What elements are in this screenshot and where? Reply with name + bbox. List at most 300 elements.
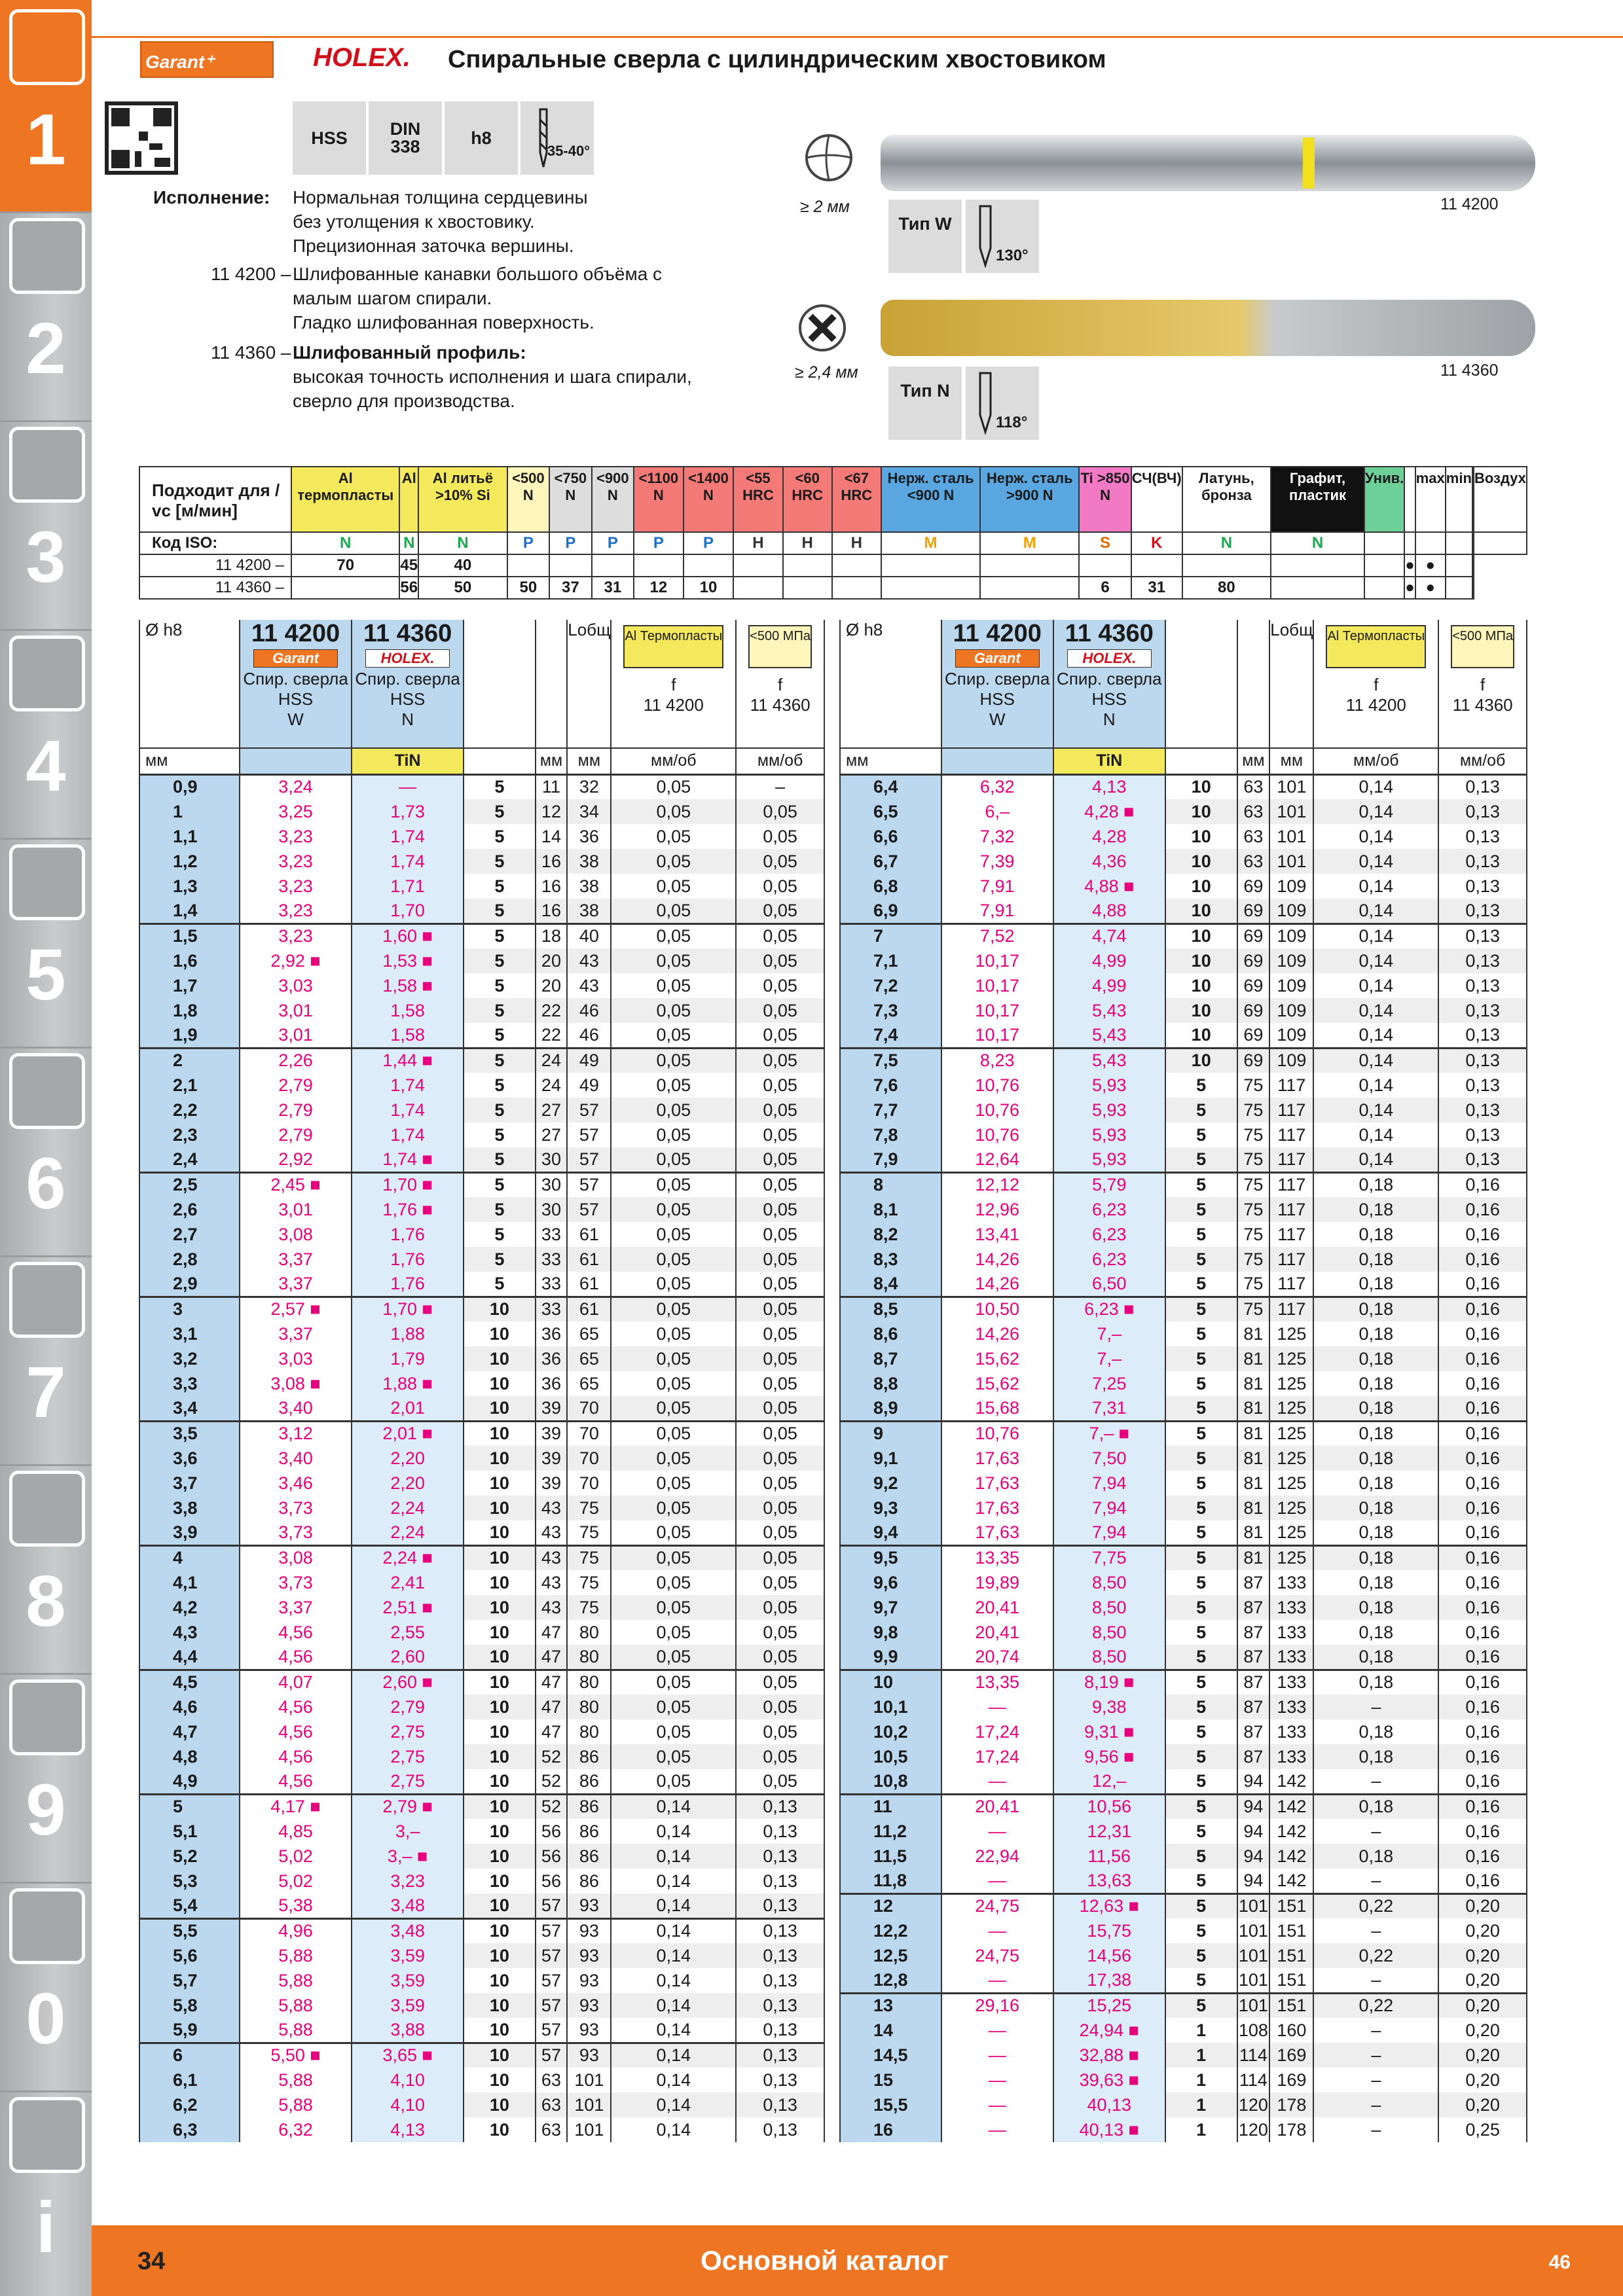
price-114200-cell: — bbox=[941, 1968, 1053, 1993]
header-text: W bbox=[989, 709, 1006, 729]
price-114360-cell: 2,75 bbox=[352, 1719, 464, 1744]
price-114360-cell: 1,76 bbox=[352, 1247, 464, 1272]
price-114200-cell: 22,94 bbox=[941, 1844, 1053, 1869]
price-114200-cell: 4,56 bbox=[240, 1719, 352, 1744]
flute-length-cell: 56 bbox=[536, 1869, 568, 1893]
chapter-tab-6[interactable] bbox=[0, 1044, 92, 1257]
feed-114360-cell: 0,05 bbox=[736, 849, 824, 874]
flute-length-cell: 57 bbox=[536, 1918, 568, 1943]
header-text: Al Термопласты bbox=[623, 625, 723, 668]
price-114200-cell: 3,12 bbox=[240, 1421, 352, 1446]
iso-code: S bbox=[1079, 532, 1131, 554]
diameter-cell: 4 bbox=[139, 1545, 240, 1570]
flute-length-cell: 75 bbox=[1237, 1222, 1270, 1247]
flute-length-cell: 43 bbox=[536, 1570, 568, 1595]
drill-cross-section-icon bbox=[804, 133, 854, 183]
pack-qty-cell: 5 bbox=[464, 948, 536, 973]
header-text: 11 4360 bbox=[1452, 695, 1513, 715]
price-114200-cell: 17,63 bbox=[941, 1520, 1053, 1545]
pack-qty-cell: 5 bbox=[464, 1172, 536, 1197]
header-text: Lобщ bbox=[1270, 620, 1313, 639]
header-text: N bbox=[1103, 709, 1116, 729]
flute-length-cell: 30 bbox=[536, 1147, 568, 1172]
price-114200-cell: 7,52 bbox=[941, 924, 1053, 948]
flute-length-cell: 33 bbox=[536, 1297, 568, 1321]
total-length-cell: 93 bbox=[567, 2018, 611, 2043]
chapter-tab-3[interactable] bbox=[0, 418, 92, 631]
chapter-number: 9 bbox=[26, 1770, 66, 1850]
chapter-tab-10[interactable] bbox=[0, 1879, 92, 2092]
total-length-cell: 133 bbox=[1269, 1744, 1313, 1769]
column-header bbox=[941, 620, 1053, 748]
total-length-cell: 101 bbox=[567, 2092, 611, 2117]
iso-code bbox=[1364, 532, 1404, 554]
price-114360-cell: 6,23 bbox=[1053, 1247, 1165, 1272]
pack-qty-cell: 10 bbox=[464, 1645, 536, 1670]
feed-114200-cell: 0,14 bbox=[1313, 1098, 1438, 1122]
price-114360-cell: 7,31 bbox=[1053, 1396, 1165, 1421]
diameter-cell: 7 bbox=[840, 924, 941, 948]
desc-114200: Шлифованные канавки большого объёма с малым шагом спирали. Гладко шлифованная поверхность. bbox=[293, 264, 663, 332]
pack-qty-cell: 10 bbox=[464, 1371, 536, 1396]
pack-qty-cell: 10 bbox=[464, 1520, 536, 1545]
diameter-cell: 14 bbox=[840, 2018, 941, 2043]
header-text: Garant bbox=[955, 649, 1040, 668]
feed-114360-cell: 0,16 bbox=[1438, 1247, 1527, 1272]
pack-qty-cell: 10 bbox=[1165, 924, 1237, 948]
price-114360-cell: 8,50 bbox=[1053, 1620, 1165, 1645]
pack-qty-cell: 10 bbox=[464, 1421, 536, 1446]
price-114360-cell: 7,25 bbox=[1053, 1371, 1165, 1396]
unit-cell: мм bbox=[1269, 748, 1313, 774]
header-text: 11 4200 bbox=[251, 620, 340, 647]
price-114360-cell: 4,88 bbox=[1053, 899, 1165, 924]
chapter-tab-4[interactable] bbox=[0, 626, 92, 840]
vc-value: 70 bbox=[291, 554, 399, 577]
diameter-cell: 3,7 bbox=[139, 1471, 240, 1496]
flute-length-cell: 81 bbox=[1237, 1471, 1270, 1496]
feed-114360-cell: 0,13 bbox=[1438, 874, 1527, 899]
diameter-cell: 1,3 bbox=[139, 874, 240, 899]
chapter-tab-1[interactable] bbox=[0, 0, 92, 213]
diameter-cell: 5,9 bbox=[139, 2018, 240, 2043]
price-114200-cell: 2,79 bbox=[240, 1122, 352, 1147]
total-length-cell: 61 bbox=[567, 1272, 611, 1297]
total-length-cell: 125 bbox=[1269, 1520, 1313, 1545]
diameter-cell: 9 bbox=[840, 1421, 941, 1446]
diameter-cell: 1,2 bbox=[139, 849, 240, 874]
feed-114360-cell: 0,16 bbox=[1438, 1794, 1527, 1819]
iso-code: P bbox=[592, 532, 634, 554]
flute-length-cell: 16 bbox=[536, 874, 568, 899]
vc-value: ● bbox=[1415, 577, 1446, 599]
price-114360-cell: 8,19 ■ bbox=[1053, 1670, 1165, 1695]
price-114360-cell: 4,88 ■ bbox=[1053, 874, 1165, 899]
flute-length-cell: 33 bbox=[536, 1222, 568, 1247]
feed-114200-cell: 0,05 bbox=[611, 1197, 736, 1222]
feed-114200-cell: – bbox=[1313, 1819, 1438, 1844]
vc-value bbox=[881, 554, 980, 577]
pack-qty-cell: 10 bbox=[464, 1993, 536, 2018]
drill-114200-image bbox=[881, 135, 1535, 191]
diameter-cell: 2,7 bbox=[139, 1222, 240, 1247]
chapter-icon bbox=[9, 1053, 85, 1129]
price-114200-cell: 3,08 bbox=[240, 1222, 352, 1247]
flute-length-cell: 75 bbox=[1237, 1098, 1270, 1122]
drill-yellow-ring bbox=[1303, 137, 1315, 188]
drill-114360-image bbox=[881, 300, 1535, 356]
size-table-left bbox=[139, 620, 825, 2142]
pack-qty-cell: 5 bbox=[1165, 1869, 1237, 1893]
flute-length-cell: 57 bbox=[536, 1893, 568, 1918]
price-114200-cell: 5,38 bbox=[240, 1893, 352, 1918]
diameter-cell: 9,1 bbox=[840, 1446, 941, 1471]
pack-qty-cell: 5 bbox=[1165, 1844, 1237, 1869]
feed-114200-cell: 0,05 bbox=[611, 874, 736, 899]
flute-length-cell: 24 bbox=[536, 1048, 568, 1073]
column-header bbox=[1053, 620, 1165, 748]
price-114200-cell: 2,26 bbox=[240, 1048, 352, 1073]
feed-114360-cell: 0,05 bbox=[736, 1744, 824, 1769]
material-header: <900 N bbox=[592, 467, 634, 532]
flute-length-cell: 56 bbox=[536, 1819, 568, 1844]
price-114200-cell: 3,40 bbox=[240, 1396, 352, 1421]
diameter-cell: 2,5 bbox=[139, 1172, 240, 1197]
chapter-icon bbox=[9, 427, 85, 503]
chapter-tab-11[interactable] bbox=[0, 2088, 92, 2296]
diameter-cell: 5,1 bbox=[139, 1819, 240, 1844]
price-114200-cell: 3,23 bbox=[240, 849, 352, 874]
pack-qty-cell: 5 bbox=[1165, 1595, 1237, 1620]
header-text: 11 4200 bbox=[953, 620, 1042, 647]
price-114200-cell: 10,17 bbox=[941, 948, 1053, 973]
feed-114360-cell: 0,05 bbox=[736, 874, 824, 899]
price-114360-cell: 15,25 bbox=[1053, 1993, 1165, 2018]
unit-cell: мм/об bbox=[736, 748, 824, 774]
pack-qty-cell: 5 bbox=[1165, 1073, 1237, 1098]
diameter-cell: 5,6 bbox=[139, 1943, 240, 1968]
price-114200-cell: — bbox=[941, 1918, 1053, 1943]
total-length-cell: 49 bbox=[567, 1073, 611, 1098]
vc-value bbox=[1364, 577, 1404, 599]
point-angle-118-box: 118° bbox=[966, 367, 1039, 440]
unit-cell: мм/об bbox=[1438, 748, 1527, 774]
flute-length-cell: 63 bbox=[1237, 799, 1270, 824]
vc-value: 37 bbox=[549, 577, 592, 599]
price-114360-cell: 10,56 bbox=[1053, 1794, 1165, 1819]
pack-qty-cell: 5 bbox=[1165, 1769, 1237, 1794]
feed-114200-cell: 0,14 bbox=[1313, 774, 1438, 799]
chapter-tab-7[interactable] bbox=[0, 1253, 92, 1466]
flute-length-cell: 69 bbox=[1237, 924, 1270, 948]
total-length-cell: 117 bbox=[1269, 1147, 1313, 1172]
price-114360-cell: 4,28 bbox=[1053, 824, 1165, 849]
feed-114360-cell: 0,16 bbox=[1438, 1620, 1527, 1645]
diameter-cell: 7,8 bbox=[840, 1122, 941, 1147]
total-length-cell: 142 bbox=[1269, 1819, 1313, 1844]
total-length-cell: 86 bbox=[567, 1794, 611, 1819]
price-114360-cell: 2,24 ■ bbox=[352, 1545, 464, 1570]
pack-qty-cell: 5 bbox=[1165, 1371, 1237, 1396]
desc-114360: Шлифованный профиль: высокая точность исполнения и шага спирали, сверло для производства. bbox=[293, 342, 692, 411]
pack-qty-cell: 10 bbox=[1165, 774, 1237, 799]
feed-114360-cell: 0,05 bbox=[736, 1346, 824, 1371]
price-114200-cell: 3,03 bbox=[240, 1346, 352, 1371]
iso-code: P bbox=[549, 532, 592, 554]
chapter-number: 4 bbox=[26, 726, 66, 806]
holex-logo: HOLEX. bbox=[313, 43, 410, 72]
vc-value bbox=[783, 577, 832, 599]
diameter-cell: 9,6 bbox=[840, 1570, 941, 1595]
feed-114200-cell: 0,05 bbox=[611, 824, 736, 849]
feed-114360-cell: 0,16 bbox=[1438, 1819, 1527, 1844]
price-114360-cell: 39,63 ■ bbox=[1053, 2068, 1165, 2092]
vc-value bbox=[1472, 554, 1474, 577]
feed-114200-cell: – bbox=[1313, 2043, 1438, 2068]
total-length-cell: 93 bbox=[567, 1918, 611, 1943]
price-114200-cell: — bbox=[941, 2092, 1053, 2117]
total-length-cell: 117 bbox=[1269, 1122, 1313, 1147]
flute-length-cell: 94 bbox=[1237, 1794, 1270, 1819]
price-114200-cell: 5,88 bbox=[240, 1968, 352, 1993]
vc-value: 56 bbox=[399, 577, 418, 599]
price-114360-cell: 14,56 bbox=[1053, 1943, 1165, 1968]
price-114360-cell: 1,70 ■ bbox=[352, 1172, 464, 1197]
diameter-cell: 3,2 bbox=[139, 1346, 240, 1371]
feed-114360-cell: 0,16 bbox=[1438, 1471, 1527, 1496]
pack-qty-cell: 5 bbox=[1165, 1794, 1237, 1819]
vc-value: 10 bbox=[684, 577, 734, 599]
flute-length-cell: 47 bbox=[536, 1670, 568, 1695]
price-114200-cell: 2,79 bbox=[240, 1098, 352, 1122]
price-114200-cell: 10,76 bbox=[941, 1122, 1053, 1147]
price-114200-cell: 17,63 bbox=[941, 1446, 1053, 1471]
price-114200-cell: 4,96 bbox=[240, 1918, 352, 1943]
price-114360-cell: 3,48 bbox=[352, 1893, 464, 1918]
feed-114360-cell: 0,13 bbox=[736, 2092, 824, 2117]
total-length-cell: 125 bbox=[1269, 1471, 1313, 1496]
price-114360-cell: 4,36 bbox=[1053, 849, 1165, 874]
flute-length-cell: 63 bbox=[536, 2117, 568, 2142]
pack-qty-cell: 5 bbox=[464, 799, 536, 824]
price-114200-cell: 15,62 bbox=[941, 1371, 1053, 1396]
price-114360-cell: — bbox=[352, 774, 464, 799]
price-114360-cell: 12,63 ■ bbox=[1053, 1893, 1165, 1918]
flute-length-cell: 22 bbox=[536, 1023, 568, 1048]
diameter-cell: 2,2 bbox=[139, 1098, 240, 1122]
feed-114200-cell: 0,05 bbox=[611, 1421, 736, 1446]
pack-qty-cell: 5 bbox=[1165, 1247, 1237, 1272]
flute-length-cell: 69 bbox=[1237, 899, 1270, 924]
vc-value bbox=[291, 577, 399, 599]
price-114200-cell: 3,23 bbox=[240, 899, 352, 924]
feed-114360-cell: 0,05 bbox=[736, 824, 824, 849]
price-114200-cell: — bbox=[941, 1869, 1053, 1893]
feed-114360-cell: 0,13 bbox=[736, 1893, 824, 1918]
price-114200-cell: 5,88 bbox=[240, 1993, 352, 2018]
feed-114200-cell: 0,05 bbox=[611, 1222, 736, 1247]
pack-qty-cell: 5 bbox=[1165, 1943, 1237, 1968]
diameter-cell: 9,5 bbox=[840, 1545, 941, 1570]
total-length-cell: 49 bbox=[567, 1048, 611, 1073]
price-114360-cell: 9,31 ■ bbox=[1053, 1719, 1165, 1744]
feed-114360-cell: 0,05 bbox=[736, 1719, 824, 1744]
flute-length-cell: 12 bbox=[536, 799, 568, 824]
chapter-icon bbox=[9, 844, 85, 920]
flute-length-cell: 33 bbox=[536, 1272, 568, 1297]
total-length-cell: 142 bbox=[1269, 1794, 1313, 1819]
price-114200-cell: 10,76 bbox=[941, 1098, 1053, 1122]
diameter-cell: 12 bbox=[840, 1893, 941, 1918]
feed-114200-cell: 0,05 bbox=[611, 1620, 736, 1645]
diameter-cell: 3,5 bbox=[139, 1421, 240, 1446]
pack-qty-cell: 1 bbox=[1165, 2092, 1237, 2117]
pack-qty-cell: 10 bbox=[464, 1769, 536, 1794]
price-114200-cell: 3,37 bbox=[240, 1247, 352, 1272]
feed-114360-cell: 0,05 bbox=[736, 924, 824, 948]
flute-length-cell: 47 bbox=[536, 1695, 568, 1719]
feed-114360-cell: 0,05 bbox=[736, 1048, 824, 1073]
price-114200-cell: 4,17 ■ bbox=[240, 1794, 352, 1819]
header-text: Al Термопласты bbox=[1326, 625, 1426, 668]
chapter-number: 7 bbox=[26, 1352, 66, 1433]
total-length-cell: 43 bbox=[567, 973, 611, 998]
pack-qty-cell: 5 bbox=[1165, 1396, 1237, 1421]
price-114200-cell: 20,41 bbox=[941, 1794, 1053, 1819]
feed-114360-cell: 0,16 bbox=[1438, 1297, 1527, 1321]
price-114200-cell: 29,16 bbox=[941, 1993, 1053, 2018]
diameter-cell: 7,6 bbox=[840, 1073, 941, 1098]
vc-value bbox=[881, 577, 980, 599]
feed-114200-cell: 0,05 bbox=[611, 774, 736, 799]
feed-114360-cell: 0,16 bbox=[1438, 1719, 1527, 1744]
pack-qty-cell: 10 bbox=[464, 1595, 536, 1620]
total-length-cell: 151 bbox=[1269, 1943, 1313, 1968]
header-text: f bbox=[671, 675, 676, 694]
feed-114200-cell: 0,14 bbox=[1313, 799, 1438, 824]
total-length-cell: 133 bbox=[1269, 1695, 1313, 1719]
flute-length-cell: 101 bbox=[1237, 1943, 1270, 1968]
material-header: <750 N bbox=[549, 467, 592, 532]
total-length-cell: 169 bbox=[1269, 2068, 1313, 2092]
price-114200-cell: 3,23 bbox=[240, 824, 352, 849]
feed-114200-cell: 0,18 bbox=[1313, 1346, 1438, 1371]
feed-114360-cell: 0,16 bbox=[1438, 1421, 1527, 1446]
flute-length-cell: 87 bbox=[1237, 1695, 1270, 1719]
chapter-tab-9[interactable] bbox=[0, 1670, 92, 1884]
price-114200-cell: — bbox=[941, 1819, 1053, 1844]
diameter-cell: 2,3 bbox=[139, 1122, 240, 1147]
flute-length-cell: 36 bbox=[536, 1371, 568, 1396]
total-length-cell: 109 bbox=[1269, 948, 1313, 973]
price-114200-cell: 3,46 bbox=[240, 1471, 352, 1496]
vc-value: 11 4200 – bbox=[139, 554, 291, 577]
price-114200-cell: 4,56 bbox=[240, 1769, 352, 1794]
feed-114200-cell: 0,14 bbox=[1313, 998, 1438, 1023]
diameter-cell: 5,7 bbox=[139, 1968, 240, 1993]
drill2-min-diameter: ≥ 2,4 мм bbox=[795, 363, 858, 382]
vc-value bbox=[1472, 577, 1474, 599]
total-length-cell: 86 bbox=[567, 1869, 611, 1893]
diameter-cell: 2,8 bbox=[139, 1247, 240, 1272]
pack-qty-cell: 5 bbox=[1165, 1122, 1237, 1147]
feed-114200-cell: 0,14 bbox=[1313, 1147, 1438, 1172]
feed-114200-cell: 0,05 bbox=[611, 973, 736, 998]
flute-length-cell: 87 bbox=[1237, 1719, 1270, 1744]
price-114360-cell: 3,– ■ bbox=[352, 1844, 464, 1869]
feed-114360-cell: 0,20 bbox=[1438, 1968, 1527, 1993]
feed-114360-cell: 0,05 bbox=[736, 998, 824, 1023]
feed-114200-cell: 0,14 bbox=[1313, 973, 1438, 998]
unit-cell: мм bbox=[567, 748, 611, 774]
iso-code-label: Код ISO: bbox=[139, 532, 291, 554]
header-text: Спир. сверла bbox=[1057, 669, 1162, 689]
chapter-tab-8[interactable] bbox=[0, 1462, 92, 1675]
feed-114360-cell: 0,13 bbox=[736, 1844, 824, 1869]
price-114200-cell: 2,57 ■ bbox=[240, 1297, 352, 1321]
header-text: HOLEX. bbox=[365, 649, 450, 668]
flute-length-cell: 36 bbox=[536, 1346, 568, 1371]
feed-114200-cell: 0,05 bbox=[611, 1371, 736, 1396]
total-length-cell: 86 bbox=[567, 1844, 611, 1869]
feed-114200-cell: 0,18 bbox=[1313, 1197, 1438, 1222]
price-114360-cell: 7,– ■ bbox=[1053, 1421, 1165, 1446]
feed-114360-cell: 0,16 bbox=[1438, 1744, 1527, 1769]
pack-qty-cell: 10 bbox=[464, 1943, 536, 1968]
pack-qty-cell: 5 bbox=[464, 1272, 536, 1297]
price-114360-cell: 1,76 ■ bbox=[352, 1197, 464, 1222]
flute-length-cell: 20 bbox=[536, 948, 568, 973]
feed-114200-cell: 0,14 bbox=[1313, 924, 1438, 948]
vc-value bbox=[980, 577, 1079, 599]
total-length-cell: 80 bbox=[567, 1719, 611, 1744]
unit-cell bbox=[941, 748, 1053, 774]
total-length-cell: 101 bbox=[1269, 824, 1313, 849]
iso-code: H bbox=[783, 532, 832, 554]
flute-length-cell: 20 bbox=[536, 973, 568, 998]
feed-114200-cell: – bbox=[1313, 2117, 1438, 2142]
pack-qty-cell: 5 bbox=[1165, 1222, 1237, 1247]
column-header bbox=[1438, 620, 1527, 748]
diameter-cell: 7,1 bbox=[840, 948, 941, 973]
pack-qty-cell: 5 bbox=[464, 1222, 536, 1247]
feed-114360-cell: 0,16 bbox=[1438, 1222, 1527, 1247]
chapter-tab-5[interactable] bbox=[0, 835, 92, 1049]
feed-114200-cell: 0,05 bbox=[611, 1272, 736, 1297]
price-114200-cell: 3,01 bbox=[240, 998, 352, 1023]
vc-value bbox=[1182, 554, 1271, 577]
chapter-number: 1 bbox=[26, 99, 66, 180]
feed-114200-cell: 0,18 bbox=[1313, 1620, 1438, 1645]
column-header bbox=[611, 620, 736, 748]
diameter-cell: 7,4 bbox=[840, 1023, 941, 1048]
feed-114360-cell: 0,16 bbox=[1438, 1769, 1527, 1794]
price-114200-cell: 5,88 bbox=[240, 2092, 352, 2117]
flute-length-cell: 43 bbox=[536, 1496, 568, 1520]
vc-value: 6 bbox=[1079, 577, 1131, 599]
total-length-cell: 70 bbox=[567, 1471, 611, 1496]
chapter-tab-2[interactable] bbox=[0, 209, 92, 422]
diameter-cell: 8 bbox=[840, 1172, 941, 1197]
diameter-cell: 5,4 bbox=[139, 1893, 240, 1918]
feed-114360-cell: 0,05 bbox=[736, 1570, 824, 1595]
feed-114200-cell: 0,14 bbox=[611, 1844, 736, 1869]
chapter-number: 2 bbox=[26, 308, 66, 389]
iso-code: P bbox=[684, 532, 734, 554]
pack-qty-cell: 10 bbox=[464, 2043, 536, 2068]
flute-length-cell: 43 bbox=[536, 1595, 568, 1620]
diameter-cell: 9,3 bbox=[840, 1496, 941, 1520]
